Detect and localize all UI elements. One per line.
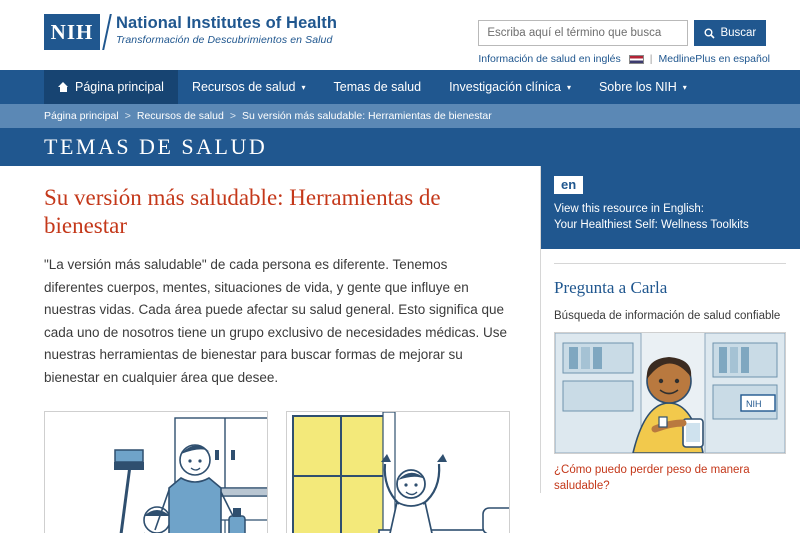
page-title: Su versión más saludable: Herramientas de bienestar [44, 185, 441, 238]
site-header [0, 0, 800, 70]
nih-logo[interactable] [44, 14, 337, 50]
breadcrumb-item-home[interactable]: Página principal [44, 110, 119, 122]
home-icon [58, 82, 69, 92]
chevron-down-icon: ▾ [566, 83, 571, 92]
search-input[interactable] [478, 20, 688, 46]
breadcrumb [0, 104, 800, 128]
main-column [0, 166, 540, 493]
link-health-info-english[interactable]: Información de salud en inglés [478, 53, 621, 65]
ask-carla-link-label: ¿Cómo puedo perder peso de manera saludable? [554, 464, 750, 492]
nav-item-temas-de-salud[interactable] [320, 70, 436, 104]
illustration-cleaning-svg [45, 412, 268, 533]
nav-item-label: Sobre los NIH [598, 80, 677, 94]
breadcrumb-separator: > [124, 110, 131, 122]
nav-item-pagina-principal[interactable] [44, 70, 178, 104]
nav-item-recursos-de-salud[interactable] [178, 70, 320, 104]
illustration-row [44, 411, 510, 533]
sidebar-divider [540, 166, 541, 493]
breadcrumb-separator: > [229, 110, 236, 122]
logo-subtitle: Transformación de Descubrimientos en Salud [116, 34, 333, 46]
us-flag-icon [629, 55, 644, 64]
logo-text [114, 14, 337, 48]
ask-carla-illustration [555, 333, 785, 453]
svg-text:NIH: NIH [746, 399, 762, 409]
ask-carla-section [540, 264, 800, 494]
section-title: TEMAS DE SALUD [44, 134, 268, 159]
nav-item-label: Página principal [75, 80, 164, 94]
header-right [478, 20, 770, 65]
english-version-panel [540, 166, 800, 249]
english-version-text [554, 201, 786, 233]
chevron-down-icon: ▾ [301, 83, 306, 92]
nih-logo-mark: NIH [44, 14, 100, 50]
nav-item-label: Temas de salud [333, 80, 422, 94]
primary-nav [0, 70, 800, 104]
search-button[interactable] [694, 20, 766, 46]
logo-title: National Institutes of Health [116, 14, 338, 32]
nav-item-label: Investigación clínica [449, 80, 561, 94]
search-icon [704, 28, 715, 39]
illustration-cleaning [44, 411, 268, 533]
search-row [478, 20, 770, 46]
nav-item-investigacion-clinica[interactable] [435, 70, 585, 104]
content-area [0, 166, 800, 493]
english-version-link[interactable]: Your Healthiest Self: Wellness Toolkits [554, 219, 749, 231]
intro-paragraph: "La versión más saludable" de cada persona es diferente. Tenemos diferentes cuerpos, mentes, situaciones de vida, y gente que influye en nuestras vidas. Cada área puede afectar su salud general. Esto significa que cada uno de nosotros tiene un grupo exclusivo de necesidades médicas. Use nuestras herramientas de bienestar para buscar formas de mejorar su bienestar en cualquier área que desee. [44, 257, 508, 385]
section-title-bar [0, 128, 800, 166]
ask-carla-image[interactable] [554, 332, 786, 454]
ask-carla-subtitle: Búsqueda de información de salud confiable [554, 310, 781, 322]
search-button-label: Buscar [720, 27, 757, 39]
ask-carla-title: Pregunta a Carla [554, 278, 668, 297]
language-badge-en: en [554, 176, 583, 194]
chevron-down-icon: ▾ [682, 83, 687, 92]
breadcrumb-item-recursos[interactable]: Recursos de salud [136, 110, 224, 122]
logo-divider [100, 14, 114, 50]
ask-carla-link[interactable] [554, 462, 786, 494]
illustration-waking-up [286, 411, 510, 533]
nav-item-label: Recursos de salud [191, 80, 296, 94]
header-links [478, 53, 770, 65]
breadcrumb-item-current: Su versión más saludable: Herramientas de bienestar [241, 110, 492, 122]
illustration-waking-up-svg [287, 412, 510, 533]
sidebar [540, 166, 800, 493]
link-separator: | [649, 53, 653, 65]
english-version-intro: View this resource in English: [554, 203, 704, 215]
nav-item-sobre-los-nih[interactable] [585, 70, 701, 104]
link-medlineplus-espanol[interactable]: MedlinePlus en español [658, 53, 770, 65]
